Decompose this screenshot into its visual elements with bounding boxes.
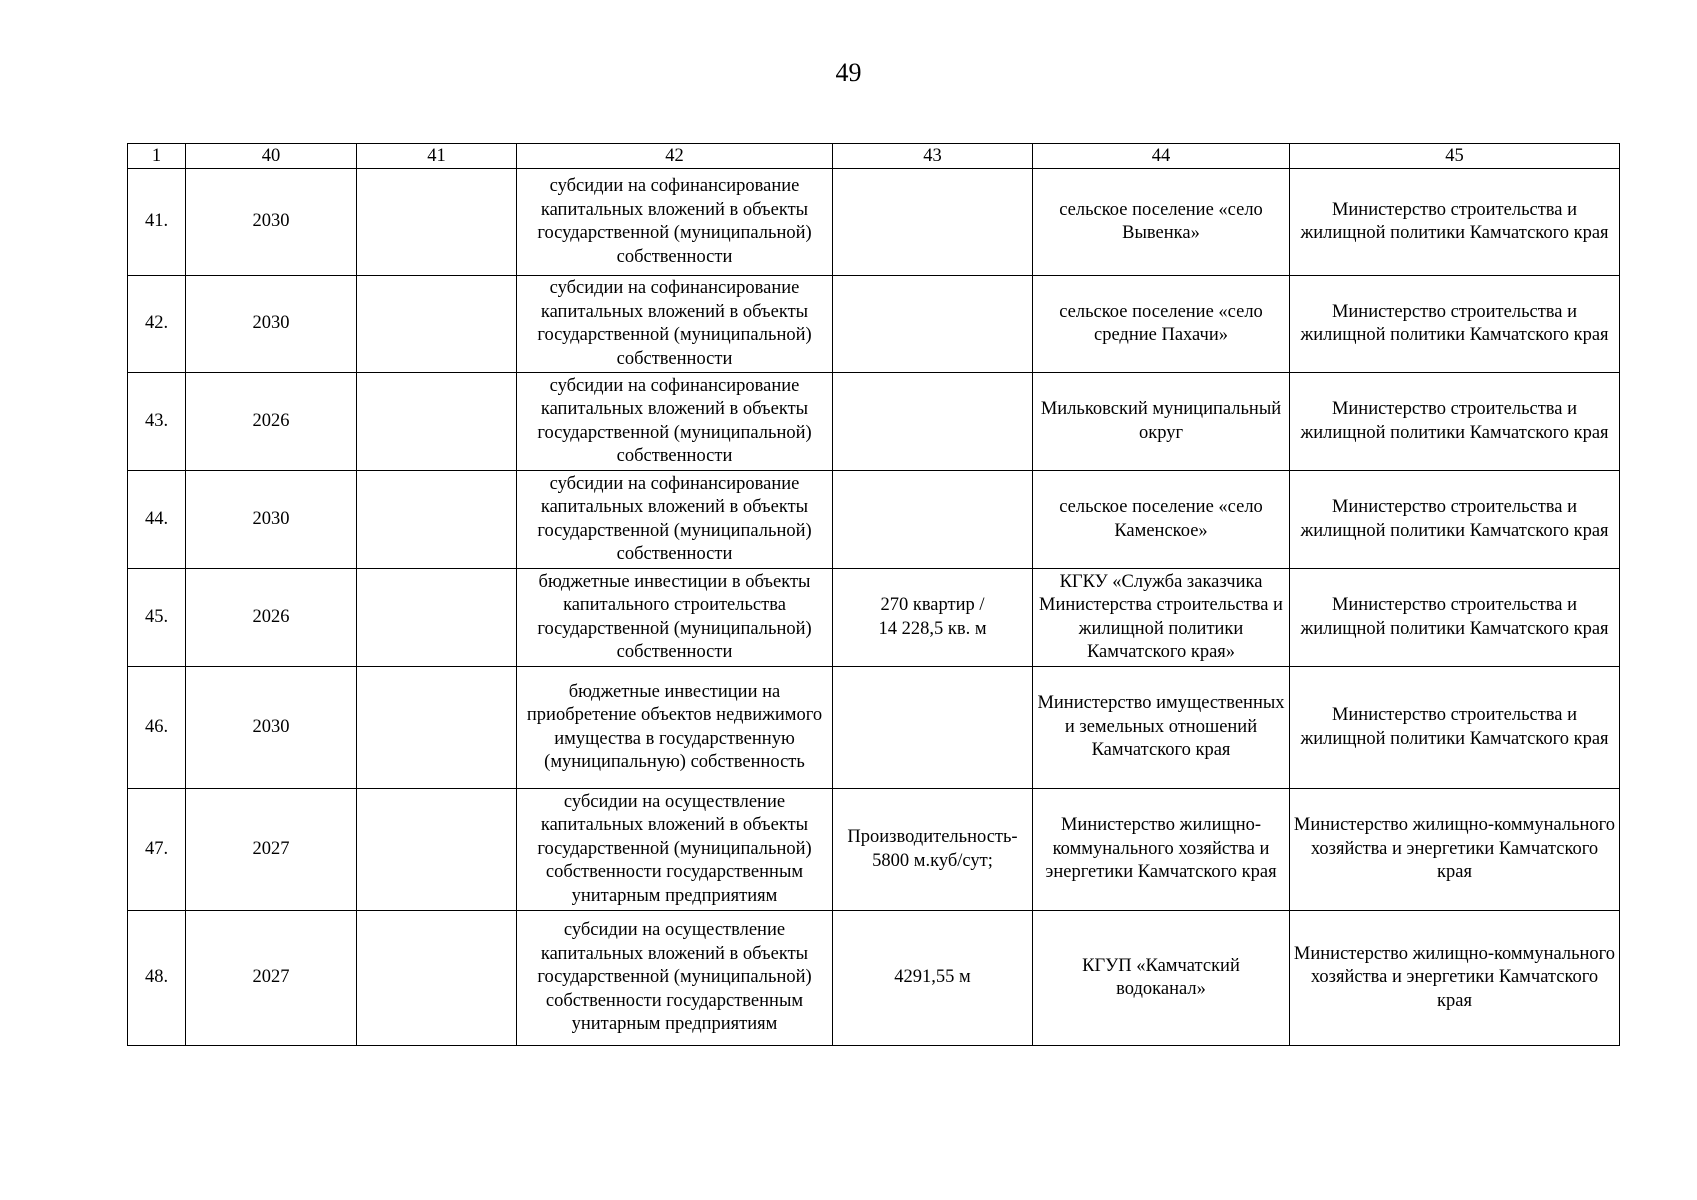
table-row xyxy=(128,789,1620,911)
column-number-header: 41 xyxy=(357,144,517,169)
recipient-cell: КГКУ «Служба заказчика Министерства строительства и жилищной политики Камчатского края» xyxy=(1033,569,1290,667)
capacity-cell xyxy=(833,667,1033,789)
funding-type-cell: субсидии на софинансирование капитальных вложений в объекты государственной (муниципальной) собственности xyxy=(517,169,833,276)
year-cell: 2027 xyxy=(186,789,357,911)
ministry-cell: Министерство строительства и жилищной политики Камчатского края xyxy=(1290,569,1620,667)
column-number-header: 40 xyxy=(186,144,357,169)
column-number-header: 45 xyxy=(1290,144,1620,169)
ministry-cell: Министерство строительства и жилищной политики Камчатского края xyxy=(1290,667,1620,789)
table-row xyxy=(128,373,1620,471)
recipient-cell: сельское поселение «село Вывенка» xyxy=(1033,169,1290,276)
funding-type-cell: субсидии на софинансирование капитальных вложений в объекты государственной (муниципальной) собственности xyxy=(517,276,833,373)
ministry-cell: Министерство жилищно-коммунального хозяйства и энергетики Камчатского края xyxy=(1290,911,1620,1046)
column-41-cell xyxy=(357,276,517,373)
year-cell: 2030 xyxy=(186,169,357,276)
column-number-row xyxy=(128,144,1620,169)
table-row xyxy=(128,911,1620,1046)
column-41-cell xyxy=(357,471,517,569)
page-number: 49 xyxy=(835,58,862,87)
table-row xyxy=(128,667,1620,789)
column-41-cell xyxy=(357,789,517,911)
row-number-cell: 44. xyxy=(128,471,186,569)
funding-type-cell: бюджетные инвестиции на приобретение объектов недвижимого имущества в государственную (муниципальную) собственность xyxy=(517,667,833,789)
year-cell: 2030 xyxy=(186,471,357,569)
column-number-header: 1 xyxy=(128,144,186,169)
year-cell: 2030 xyxy=(186,276,357,373)
row-number-cell: 41. xyxy=(128,169,186,276)
year-cell: 2030 xyxy=(186,667,357,789)
capacity-cell: 270 квартир / 14 228,5 кв. м xyxy=(833,569,1033,667)
column-41-cell xyxy=(357,373,517,471)
table-row xyxy=(128,471,1620,569)
ministry-cell: Министерство строительства и жилищной политики Камчатского края xyxy=(1290,169,1620,276)
capacity-cell: 4291,55 м xyxy=(833,911,1033,1046)
table-row xyxy=(128,569,1620,667)
row-number-cell: 42. xyxy=(128,276,186,373)
row-number-cell: 47. xyxy=(128,789,186,911)
recipient-cell: сельское поселение «село Каменское» xyxy=(1033,471,1290,569)
column-41-cell xyxy=(357,569,517,667)
row-number-cell: 45. xyxy=(128,569,186,667)
table-row xyxy=(128,169,1620,276)
capacity-cell xyxy=(833,169,1033,276)
column-number-header: 43 xyxy=(833,144,1033,169)
column-number-header: 44 xyxy=(1033,144,1290,169)
column-41-cell xyxy=(357,169,517,276)
capacity-cell: Производительность- 5800 м.куб/сут; xyxy=(833,789,1033,911)
funding-type-cell: субсидии на софинансирование капитальных вложений в объекты государственной (муниципальной) собственности xyxy=(517,471,833,569)
table-row xyxy=(128,276,1620,373)
recipient-cell: сельское поселение «село средние Пахачи» xyxy=(1033,276,1290,373)
recipient-cell: КГУП «Камчатский водоканал» xyxy=(1033,911,1290,1046)
recipient-cell: Министерство имущественных и земельных отношений Камчатского края xyxy=(1033,667,1290,789)
row-number-cell: 46. xyxy=(128,667,186,789)
year-cell: 2026 xyxy=(186,373,357,471)
funding-type-cell: субсидии на осуществление капитальных вложений в объекты государственной (муниципальной) собственности государственным унитарным предприятиям xyxy=(517,789,833,911)
row-number-cell: 48. xyxy=(128,911,186,1046)
investment-objects-table xyxy=(127,143,1620,1046)
ministry-cell: Министерство строительства и жилищной политики Камчатского края xyxy=(1290,471,1620,569)
column-41-cell xyxy=(357,667,517,789)
ministry-cell: Министерство строительства и жилищной политики Камчатского края xyxy=(1290,276,1620,373)
column-number-header: 42 xyxy=(517,144,833,169)
funding-type-cell: бюджетные инвестиции в объекты капитального строительства государственной (муниципальной) собственности xyxy=(517,569,833,667)
recipient-cell: Мильковский муниципальный округ xyxy=(1033,373,1290,471)
column-41-cell xyxy=(357,911,517,1046)
row-number-cell: 43. xyxy=(128,373,186,471)
capacity-cell xyxy=(833,276,1033,373)
recipient-cell: Министерство жилищно-коммунального хозяйства и энергетики Камчатского края xyxy=(1033,789,1290,911)
ministry-cell: Министерство жилищно-коммунального хозяйства и энергетики Камчатского края xyxy=(1290,789,1620,911)
capacity-cell xyxy=(833,471,1033,569)
ministry-cell: Министерство строительства и жилищной политики Камчатского края xyxy=(1290,373,1620,471)
funding-type-cell: субсидии на осуществление капитальных вложений в объекты государственной (муниципальной) собственности государственным унитарным предприятиям xyxy=(517,911,833,1046)
funding-type-cell: субсидии на софинансирование капитальных вложений в объекты государственной (муниципальной) собственности xyxy=(517,373,833,471)
capacity-cell xyxy=(833,373,1033,471)
year-cell: 2027 xyxy=(186,911,357,1046)
year-cell: 2026 xyxy=(186,569,357,667)
